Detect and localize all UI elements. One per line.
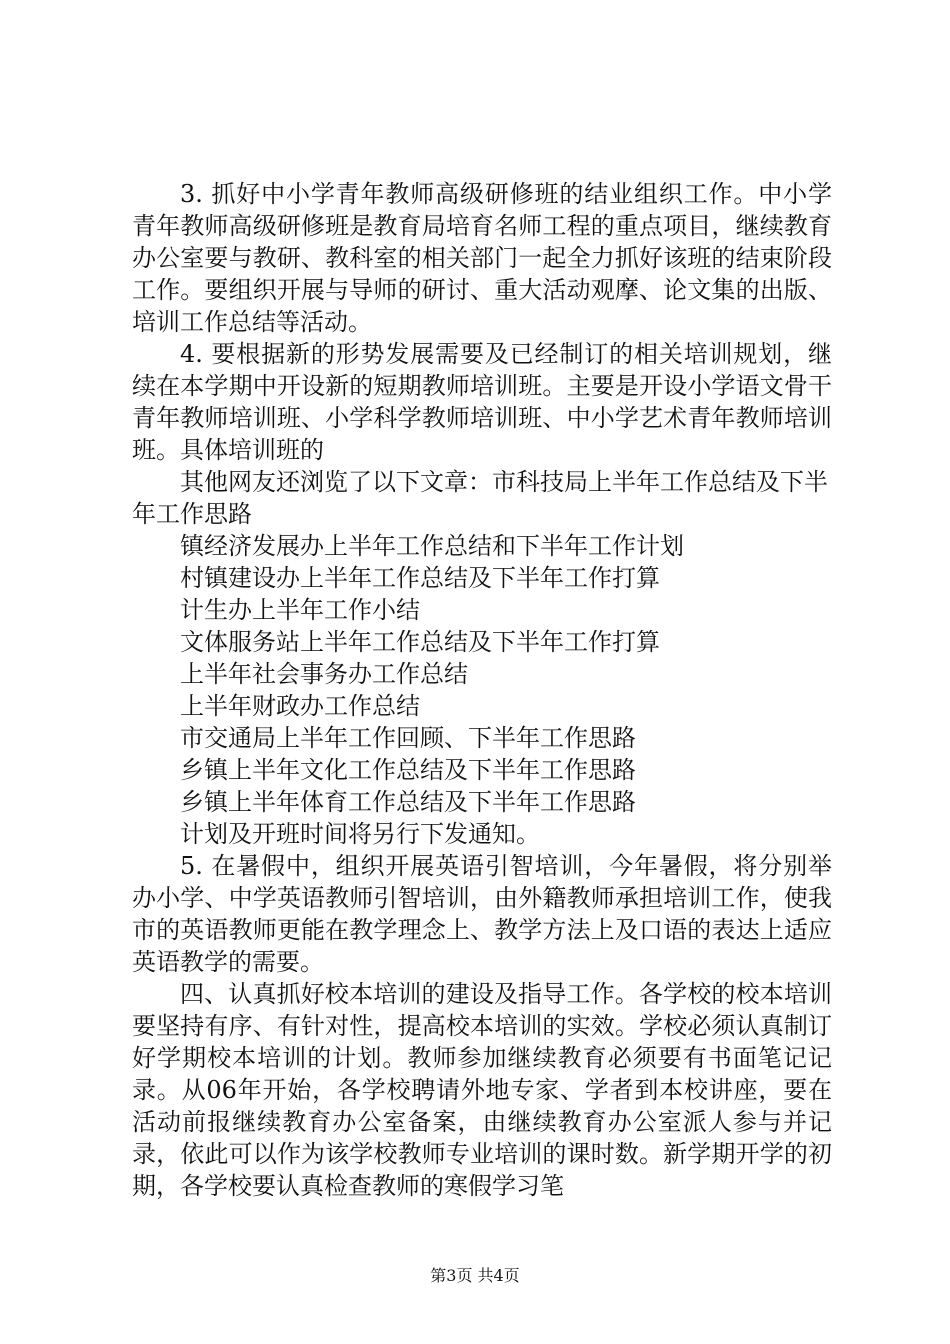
related-article-link[interactable]: 镇经济发展办上半年工作总结和下半年工作计划 <box>180 532 684 560</box>
paragraph-4-continuation: 计划及开班时间将另行下发通知。 <box>180 820 540 848</box>
related-articles-list <box>132 530 832 818</box>
related-article-link[interactable]: 村镇建设办上半年工作总结及下半年工作打算 <box>180 564 660 592</box>
related-article-link[interactable]: 文体服务站上半年工作总结及下半年工作打算 <box>180 628 660 656</box>
page-number-footer: 第3页 共4页 <box>430 1266 520 1285</box>
document-body <box>132 178 832 1202</box>
paragraph-4: 4. 要根据新的形势发展需要及已经制订的相关培训规划，继续在本学期中开设新的短期教师培训班。主要是开设小学语文骨干青年教师培训班、小学科学教师培训班、中小学艺术青年教师培训班。具体培训班的 <box>132 340 832 464</box>
paragraph-3: 3. 抓好中小学青年教师高级研修班的结业组织工作。中小学青年教师高级研修班是教育局培育名师工程的重点项目，继续教育办公室要与教研、教科室的相关部门一起全力抓好该班的结束阶段工作。要组织开展与导师的研讨、重大活动观摩、论文集的出版、培训工作总结等活动。 <box>132 180 832 336</box>
related-article-link[interactable]: 乡镇上半年文化工作总结及下半年工作思路 <box>180 756 636 784</box>
section-four-paragraph: 四、认真抓好校本培训的建设及指导工作。各学校的校本培训要坚持有序、有针对性，提高校本培训的实效。学校必须认真制订好学期校本培训的计划。教师参加继续教育必须要有书面笔记记录。从06年开始，各学校聘请外地专家、学者到本校讲座，要在活动前报继续教育办公室备案，由继续教育办公室派人参与并记录，依此可以作为该学校教师专业培训的课时数。新学期开学的初期，各学校要认真检查教师的寒假学习笔 <box>132 980 832 1200</box>
paragraph-5: 5. 在暑假中，组织开展英语引智培训，今年暑假，将分别举办小学、中学英语教师引智培训，由外籍教师承担培训工作，使我市的英语教师更能在教学理念上、教学方法上及口语的表达上适应英语教学的需要。 <box>132 852 832 976</box>
related-article-link[interactable]: 乡镇上半年体育工作总结及下半年工作思路 <box>180 788 636 816</box>
related-article-link[interactable]: 上半年财政办工作总结 <box>180 692 420 720</box>
related-articles-title[interactable]: 其他网友还浏览了以下文章：市科技局上半年工作总结及下半年工作思路 <box>132 468 828 528</box>
related-article-link[interactable]: 上半年社会事务办工作总结 <box>180 660 468 688</box>
related-article-link[interactable]: 市交通局上半年工作回顾、下半年工作思路 <box>180 724 636 752</box>
related-article-link[interactable]: 计生办上半年工作小结 <box>180 596 420 624</box>
